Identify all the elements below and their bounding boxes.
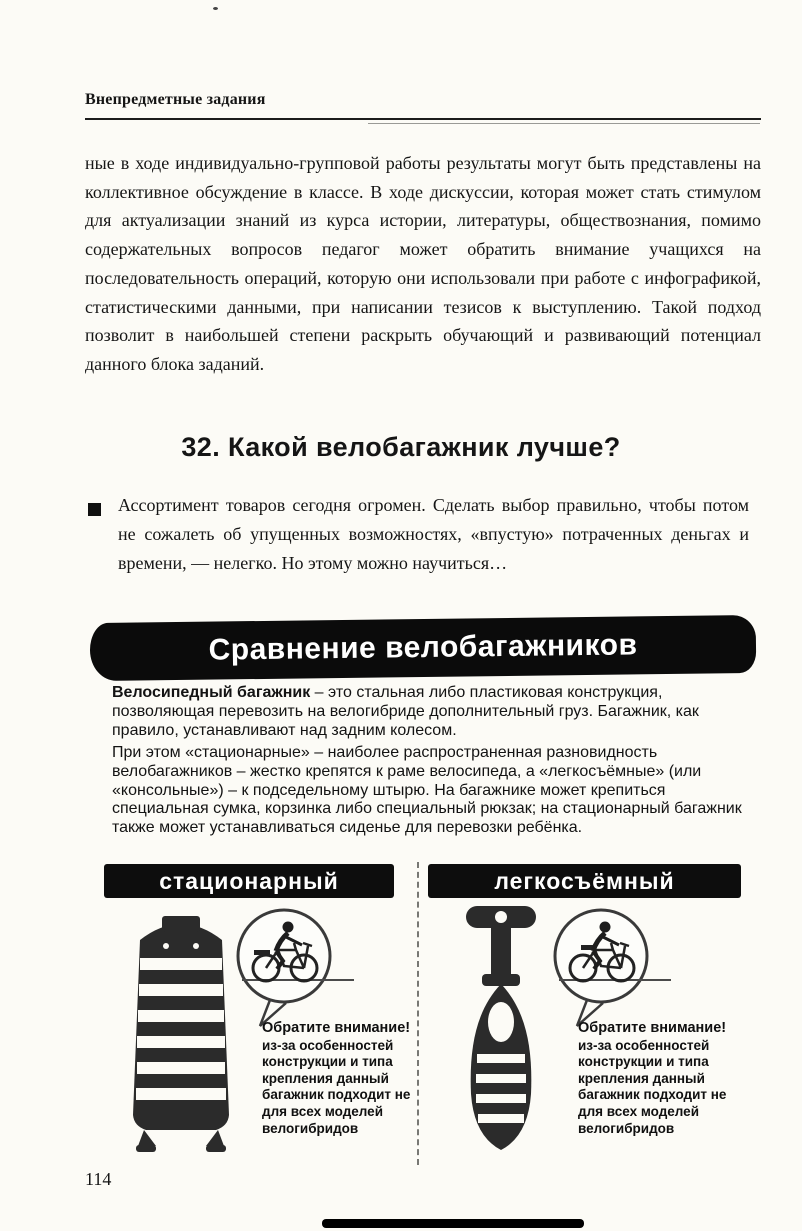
header-rule-secondary	[368, 123, 760, 124]
right-column-header: легкосъёмный	[428, 864, 741, 898]
infographic-banner	[90, 615, 757, 681]
intro-paragraph: ные в ходе индивидуально-групповой работы результаты могут быть представлены на коллективное обсуждение в классе. В ходе дискуссии, которая может стать стимулом для актуализации знаний из курса истории, литературы, обществознания, помимо содержательных вопросов педагог может обратить внимание учащихся на последовательность операций, которую они использовали при работе с инфографикой, статистическими данными, при написании тезисов к выступлению. Такой подход позволит в наибольшей степени раскрыть обучающий и развивающий потенциал данного блока заданий.	[85, 153, 761, 374]
cyclist-circle-icon	[226, 906, 358, 1034]
left-note-body: из-за особенностей конструкции и типа крепления данный багажник подходит не для всех моделей велогибридов	[262, 1037, 411, 1136]
left-column-header: стационарный	[104, 864, 394, 898]
infographic-intro-rest: – это стальная либо пластиковая конструкция, позволяющая перевозить на велогибриде дополнительный груз. Багажник, как правило, устанавливают над задним колесом.	[112, 684, 699, 739]
bullet-marker	[88, 503, 101, 516]
column-divider	[417, 862, 419, 1165]
scan-artifact-bottom	[322, 1219, 584, 1228]
scan-artifact-top	[213, 7, 218, 10]
right-note-body: из-за особенностей конструкции и типа крепления данный багажник подходит не для всех моделей велогибридов	[578, 1037, 727, 1136]
cyclist-circle-icon	[543, 906, 675, 1034]
infographic-intro-lead: Велосипедный багажник	[112, 684, 311, 701]
infographic-description: При этом «стационарные» – наиболее распространенная разновидность велобагажников – жестко крепятся к раме велосипеда, а «легкосъёмные» (или «консольные») – к подседельному штырю. На багажнике может крепиться специальная сумка, корзинка либо специальный рюкзак; на стационарный багажник также может устанавливаться сиденье для перевозки ребёнка.	[112, 744, 742, 837]
right-note	[578, 1020, 738, 1137]
quick-release-rack-icon	[446, 898, 556, 1164]
left-note	[262, 1020, 414, 1137]
right-note-title: Обратите внимание!	[578, 1020, 727, 1036]
infographic-banner-title: Сравнение велобагажников	[208, 628, 638, 667]
running-header: Внепредметные задания	[85, 91, 266, 108]
section-title: 32. Какой велобагажник лучше?	[181, 432, 621, 462]
left-note-title: Обратите внимание!	[262, 1020, 411, 1036]
infographic-intro	[112, 684, 758, 740]
page-number: 114	[85, 1169, 112, 1189]
header-rule	[85, 118, 761, 120]
section-lead: Ассортимент товаров сегодня огромен. Сделать выбор правильно, чтобы потом не сожалеть об упущенных возможностях, «впустую» потраченных деньгах и времени, — нелегко. Но этому можно научиться…	[118, 495, 749, 573]
